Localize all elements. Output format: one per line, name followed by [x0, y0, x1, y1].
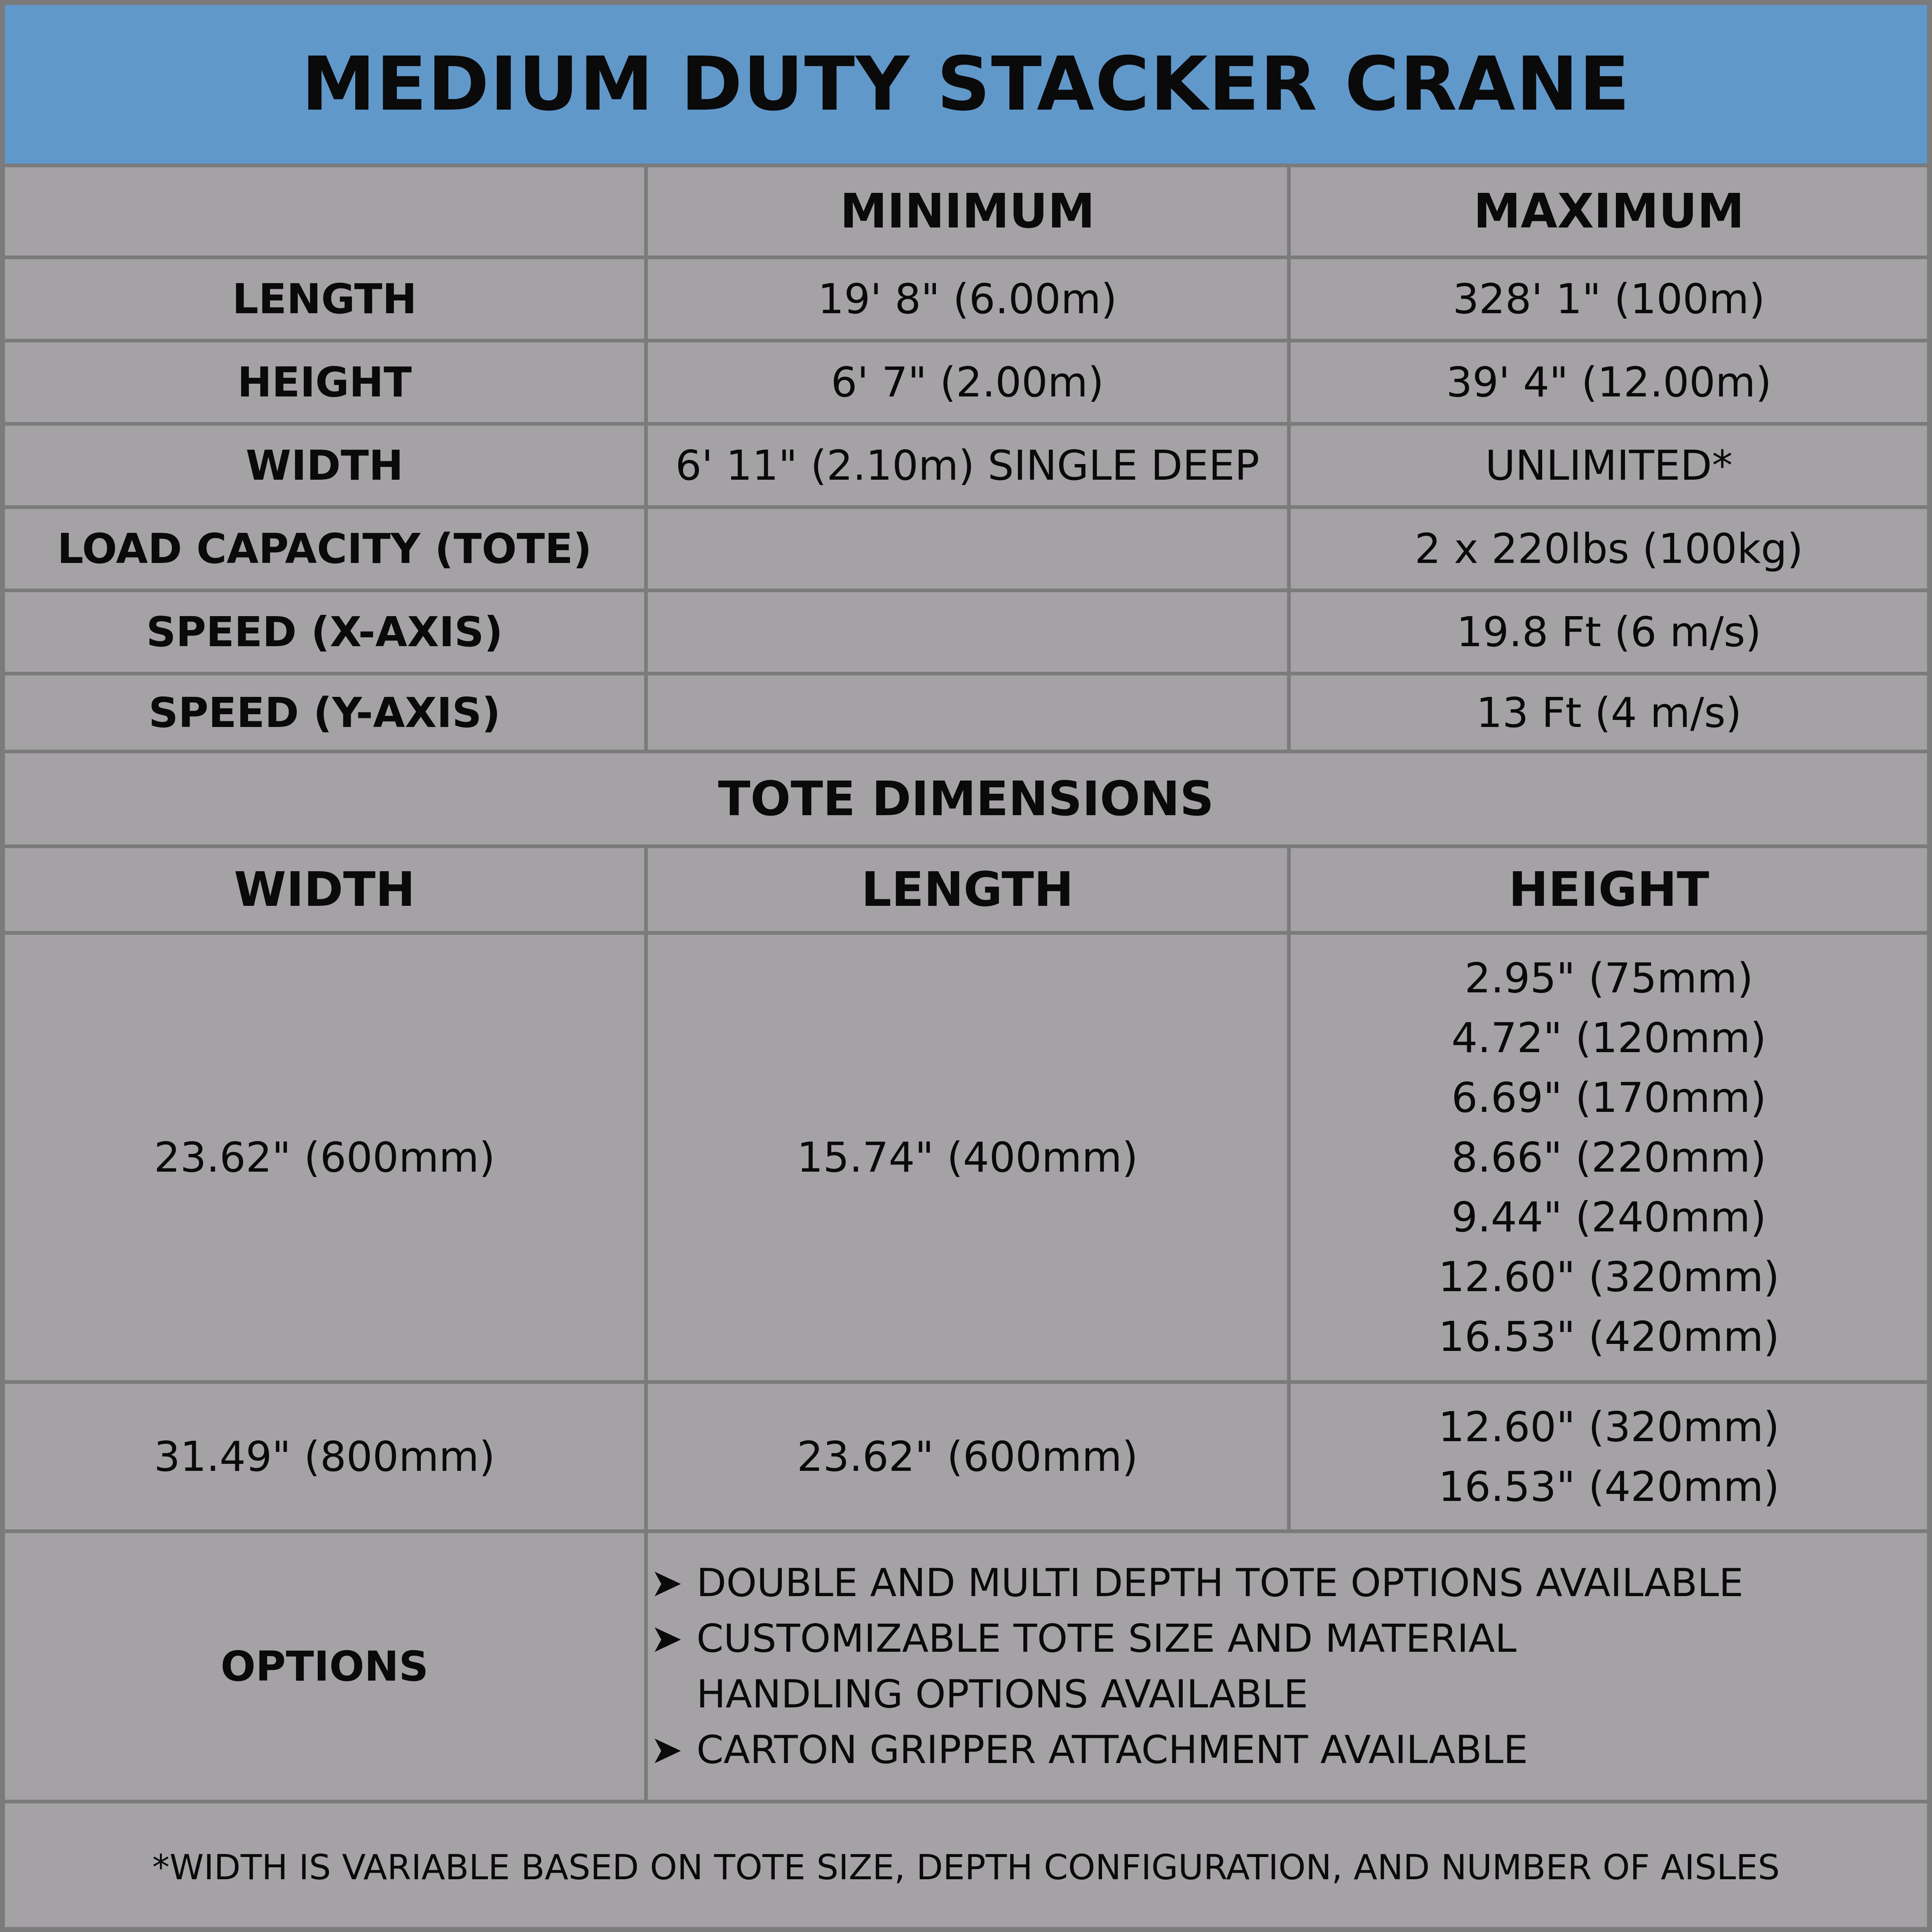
title-banner — [5, 5, 1927, 167]
tote-header-width: WIDTH — [5, 848, 648, 931]
spec-min: 19' 8" (6.00m) — [648, 259, 1291, 339]
spec-label: HEIGHT — [5, 342, 648, 422]
tote-row — [5, 935, 1927, 1384]
tote-section-title: TOTE DIMENSIONS — [718, 771, 1214, 827]
spec-max: UNLIMITED* — [1485, 441, 1733, 490]
tote-header-row — [5, 848, 1927, 935]
options-label: OPTIONS — [5, 1533, 648, 1800]
spec-row-speed-y — [5, 675, 1927, 753]
arrow-bullet-icon: ➤ — [650, 1616, 683, 1661]
spec-max: 39' 4" (12.00m) — [1446, 358, 1772, 406]
spec-row-width — [5, 426, 1927, 509]
spec-max: 13 Ft (4 m/s) — [1476, 688, 1742, 737]
tote-header-height: HEIGHT — [1508, 862, 1709, 917]
tote-height-value: 2.95" (75mm) — [1464, 954, 1754, 1002]
options-row — [5, 1533, 1927, 1803]
spec-min — [648, 509, 1291, 589]
spec-min: 6' 7" (2.00m) — [648, 342, 1291, 422]
spec-min — [648, 592, 1291, 672]
tote-height-value: 16.53" (420mm) — [1438, 1313, 1780, 1361]
tote-height-value: 12.60" (320mm) — [1438, 1402, 1780, 1451]
tote-height-value: 8.66" (220mm) — [1451, 1133, 1767, 1182]
spec-min — [648, 675, 1291, 750]
spec-min: 6' 11" (2.10m) SINGLE DEEP — [648, 426, 1291, 505]
spec-max: 19.8 Ft (6 m/s) — [1456, 608, 1761, 656]
spec-label: SPEED (X-AXIS) — [5, 592, 648, 672]
footnote: *WIDTH IS VARIABLE BASED ON TOTE SIZE, DEPTH CONFIGURATION, AND NUMBER OF AISLES — [152, 1847, 1780, 1887]
tote-heights — [1291, 935, 1927, 1380]
spec-header-row — [5, 167, 1927, 259]
spec-label: WIDTH — [5, 426, 648, 505]
tote-heights — [1291, 1384, 1927, 1529]
tote-height-value: 9.44" (240mm) — [1451, 1193, 1767, 1241]
option-item — [650, 1722, 1528, 1778]
spec-header-minimum: MINIMUM — [648, 167, 1291, 256]
tote-row — [5, 1384, 1927, 1533]
options-list — [648, 1533, 1927, 1800]
footnote-row — [5, 1803, 1927, 1931]
tote-length: 23.62" (600mm) — [648, 1384, 1291, 1529]
arrow-bullet-icon: ➤ — [650, 1560, 683, 1606]
spec-label: SPEED (Y-AXIS) — [5, 675, 648, 750]
tote-section-header — [5, 753, 1927, 848]
tote-header-length: LENGTH — [648, 848, 1291, 931]
spec-row-length — [5, 259, 1927, 342]
tote-width: 31.49" (800mm) — [5, 1384, 648, 1529]
spec-row-height — [5, 342, 1927, 426]
option-text: DOUBLE AND MULTI DEPTH TOTE OPTIONS AVAILABLE — [696, 1560, 1744, 1606]
spec-row-speed-x — [5, 592, 1927, 675]
arrow-bullet-icon: ➤ — [650, 1727, 683, 1773]
spec-max: 2 x 220lbs (100kg) — [1414, 525, 1803, 573]
spec-header-blank — [5, 167, 648, 256]
spec-label: LENGTH — [5, 259, 648, 339]
page-title: MEDIUM DUTY STACKER CRANE — [301, 41, 1631, 127]
tote-height-value: 6.69" (170mm) — [1451, 1074, 1767, 1122]
option-text: CARTON GRIPPER ATTACHMENT AVAILABLE — [696, 1727, 1528, 1773]
tote-length: 15.74" (400mm) — [648, 935, 1291, 1380]
option-item — [650, 1611, 1727, 1722]
spec-label: LOAD CAPACITY (TOTE) — [5, 509, 648, 589]
spec-row-load-capacity — [5, 509, 1927, 592]
tote-width: 23.62" (600mm) — [5, 935, 648, 1380]
tote-height-value: 4.72" (120mm) — [1451, 1014, 1767, 1062]
tote-height-value: 12.60" (320mm) — [1438, 1253, 1780, 1301]
spec-table — [5, 167, 1927, 1931]
spec-header-maximum: MAXIMUM — [1473, 184, 1744, 239]
option-text: CUSTOMIZABLE TOTE SIZE AND MATERIAL HANDLING OPTIONS AVAILABLE — [696, 1616, 1517, 1717]
option-item — [650, 1555, 1743, 1611]
tote-height-value: 16.53" (420mm) — [1438, 1462, 1780, 1511]
spec-max: 328' 1" (100m) — [1453, 275, 1765, 323]
